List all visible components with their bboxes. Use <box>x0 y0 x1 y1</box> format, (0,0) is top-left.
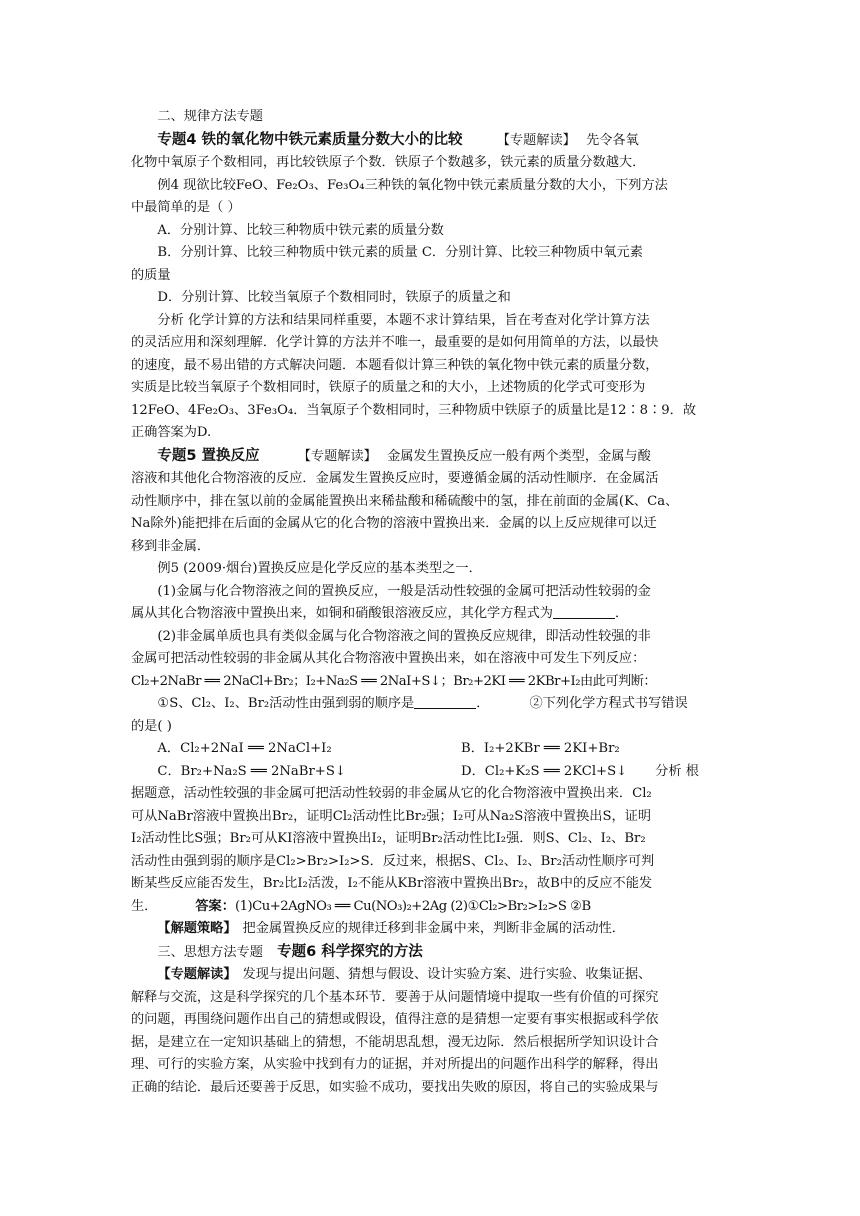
example4-cont: 中最简单的是（ ） <box>131 200 241 215</box>
topic5-title: 专题5 置换反应 <box>157 447 260 464</box>
example5: 例5 (2009·烟台)置换反应是化学反应的基本类型之一． <box>157 561 482 576</box>
topic5-text2: 溶液和其他化合物溶液的反应．金属发生置换反应时，要遵循金属的活动性顺序．在金属活 <box>131 471 659 486</box>
analysis4-line3: 的速度，最不易出错的方式解决问题．本题看似计算三种铁的氧化物中铁元素的质量分数， <box>131 357 659 373</box>
topic6-text6: 正确的结论．最后还要善于反思，如实验不成功，要找出失败的原因，将自己的实验成果与 <box>131 1079 659 1095</box>
strategy-text: 把金属置换反应的规律迁移到非金属中来，判断非金属的活动性． <box>242 921 625 936</box>
q1-text: 属从其化合物溶液中置换出来，如铜和硝酸银溶液反应，其化学方程式为 <box>131 606 553 621</box>
topic5-text5: 移到非金属． <box>131 538 211 554</box>
options-row-1 <box>131 738 740 761</box>
analysis5-line6: 生． <box>131 898 158 914</box>
section-heading: 二、规律方法专题 <box>157 109 263 124</box>
options-row-2 <box>131 761 740 784</box>
topic5-header <box>131 445 740 469</box>
topic6-text3: 的问题，再围绕问题作出自己的猜想或假设，值得注意的是猜想一定要有事实根据或科学依 <box>131 1012 659 1027</box>
answer5-line <box>131 896 740 919</box>
answer-blank-2 <box>414 694 476 709</box>
answer-label: 答案： <box>195 898 235 914</box>
strategy-tag: 【解题策略】 <box>157 921 237 936</box>
answer-text: (1)Cu+2AgNO₃ ══ Cu(NO₃)₂+2Ag (2)①Cl₂>Br₂>I₂>S ②B <box>234 898 591 914</box>
analysis5-line5: 断某些反应能否发生，Br₂比I₂活泼，I₂不能从KBr溶液中置换出Br₂，故B中的反应不能发 <box>131 876 653 891</box>
q2-line1: (2)非金属单质也具有类似金属与化合物溶液之间的置换反应规律，即活动性较强的非 <box>157 628 651 644</box>
option-b-c: B．分别计算、比较三种物质中铁元素的质量 C．分别计算、比较三种物质中氧元素 <box>157 245 643 260</box>
q1-line1: (1)金属与化合物溶液之间的置换反应，一般是活动性较强的金属可把活动性较弱的金 <box>157 583 651 599</box>
q1-end: ． <box>615 606 629 621</box>
option-a: A．分别计算、比较三种物质中铁元素的质量分数 <box>157 222 444 238</box>
option-c-cont: 的质量 <box>131 267 171 283</box>
q22-cont: 的是( ) <box>131 718 172 734</box>
topic6-line1 <box>131 964 740 987</box>
analysis4-line5: 12FeO、4Fe₂O₃、3Fe₃O₄．当氧原子个数相同时，三种物质中铁原子的质量比是12∶8∶9．故 <box>131 402 697 418</box>
analysis5-line2: 可从NaBr溶液中置换出Br₂，证明Cl₂活动性比Br₂强；I₂可从Na₂S溶液中置换出S，证明 <box>131 808 652 824</box>
analysis5-line4: 活动性由强到弱的顺序是Cl₂>Br₂>I₂>S．反过来，根据S、Cl₂、I₂、Br₂活动性顺序可判 <box>131 853 655 869</box>
q2-line2: 金属可把活动性较弱的非金属从其化合物溶液中置换出来，如在溶液中可发生下列反应： <box>131 651 646 666</box>
option5-a: A．Cl₂+2NaI ══ 2NaCl+I₂ <box>157 741 332 756</box>
q2-sub <box>131 693 740 716</box>
q22-text: ②下列化学方程式书写错误 <box>529 696 688 711</box>
q21-text: ①S、Cl₂、I₂、Br₂活动性由强到弱的顺序是 <box>157 696 415 711</box>
analysis4-line4: 实质是比较当氧原子个数相同时，铁原子的质量之和的大小，上述物质的化学式可变形为 <box>131 380 646 395</box>
topic4-text1: 先令各氧 <box>586 132 639 148</box>
topic6-text5: 理、可行的实验方案，从实验中找到有力的证据，并对所提出的问题作出科学的解释，得出 <box>131 1057 659 1072</box>
q21-end: ． <box>476 696 490 711</box>
analysis5-label: 分析 根 <box>655 763 699 779</box>
analysis4-line1: 分析 化学计算的方法和结果同样重要，本题不求计算结果，旨在考查对化学计算方法 <box>157 312 650 328</box>
topic6-text1: 发现与提出问题、猜想与假设、设计实验方案、进行实验、收集证据、 <box>242 967 652 982</box>
answer-blank-1 <box>553 604 615 619</box>
analysis4-line2: 的灵活应用和深刻理解．化学计算的方法并不唯一，最重要的是如何用简单的方法，以最快 <box>131 335 659 350</box>
option5-d: D．Cl₂+K₂S ══ 2KCl+S↓ <box>461 763 628 779</box>
analysis5-line1: 据题意，活动性较强的非金属可把活动性较弱的非金属从它的化合物溶液中置换出来．Cl₂ <box>131 786 652 801</box>
topic4-text2: 化物中氧原子个数相同，再比较铁原子个数．铁原子个数越多，铁元素的质量分数越大． <box>131 155 646 170</box>
option5-c: C．Br₂+Na₂S ══ 2NaBr+S↓ <box>157 763 346 779</box>
reactions-line: Cl₂+2NaBr ══ 2NaCl+Br₂；I₂+Na₂S ══ 2NaI+S↓；Br₂+2KI ══ 2KBr+I₂由此可判断： <box>131 673 657 689</box>
topic6-text4: 据，是建立在一定知识基础上的猜想，不能胡思乱想，漫无边际．然后根据所学知识设计合 <box>131 1034 659 1050</box>
topic6-title: 专题6 科学探究的方法 <box>277 943 423 960</box>
topic4-title: 专题4 铁的氧化物中铁元素质量分数大小的比较 <box>157 131 463 148</box>
topic5-text4: Na除外)能把排在后面的金属从它的化合物的溶液中置换出来．金属的以上反应规律可以迁 <box>131 516 657 531</box>
q1-line2 <box>131 603 740 626</box>
topic6-text2: 解释与交流，这是科学探究的几个基本环节．要善于从问题情境中提取一些有价值的可探究 <box>131 989 659 1005</box>
analysis5-line3: I₂活动性比S强；Br₂可从KI溶液中置换出I₂，证明Br₂活动性比I₂强．则S、Cl₂、I₂、Br₂ <box>131 831 646 846</box>
analysis4-line6: 正确答案为D. <box>131 425 212 440</box>
topic5-text3: 动性顺序中，排在氢以前的金属能置换出来稀盐酸和稀硫酸中的氢，排在前面的金属(K、Ca、 <box>131 493 679 509</box>
option5-d-wrap <box>461 761 740 784</box>
topic6-tag: 【专题解读】 <box>157 967 237 982</box>
topic5-text1: 金属发生置换反应一般有两个类型，金属与酸 <box>387 448 651 464</box>
section3-heading: 三、思想方法专题 <box>157 944 263 960</box>
topic5-tag: 【专题解读】 <box>297 448 377 464</box>
strategy-line <box>131 918 740 941</box>
section3-header <box>131 941 740 965</box>
topic4-header <box>131 129 740 153</box>
topic4-tag: 【专题解读】 <box>496 132 576 148</box>
example4: 例4 现欲比较FeO、Fe₂O₃、Fe₃O₄三种铁的氧化物中铁元素质量分数的大小，下列方法 <box>157 177 668 193</box>
option-d: D．分别计算、比较当氧原子个数相同时，铁原子的质量之和 <box>157 290 511 305</box>
option5-b: B．I₂+2KBr ══ 2KI+Br₂ <box>461 741 620 756</box>
